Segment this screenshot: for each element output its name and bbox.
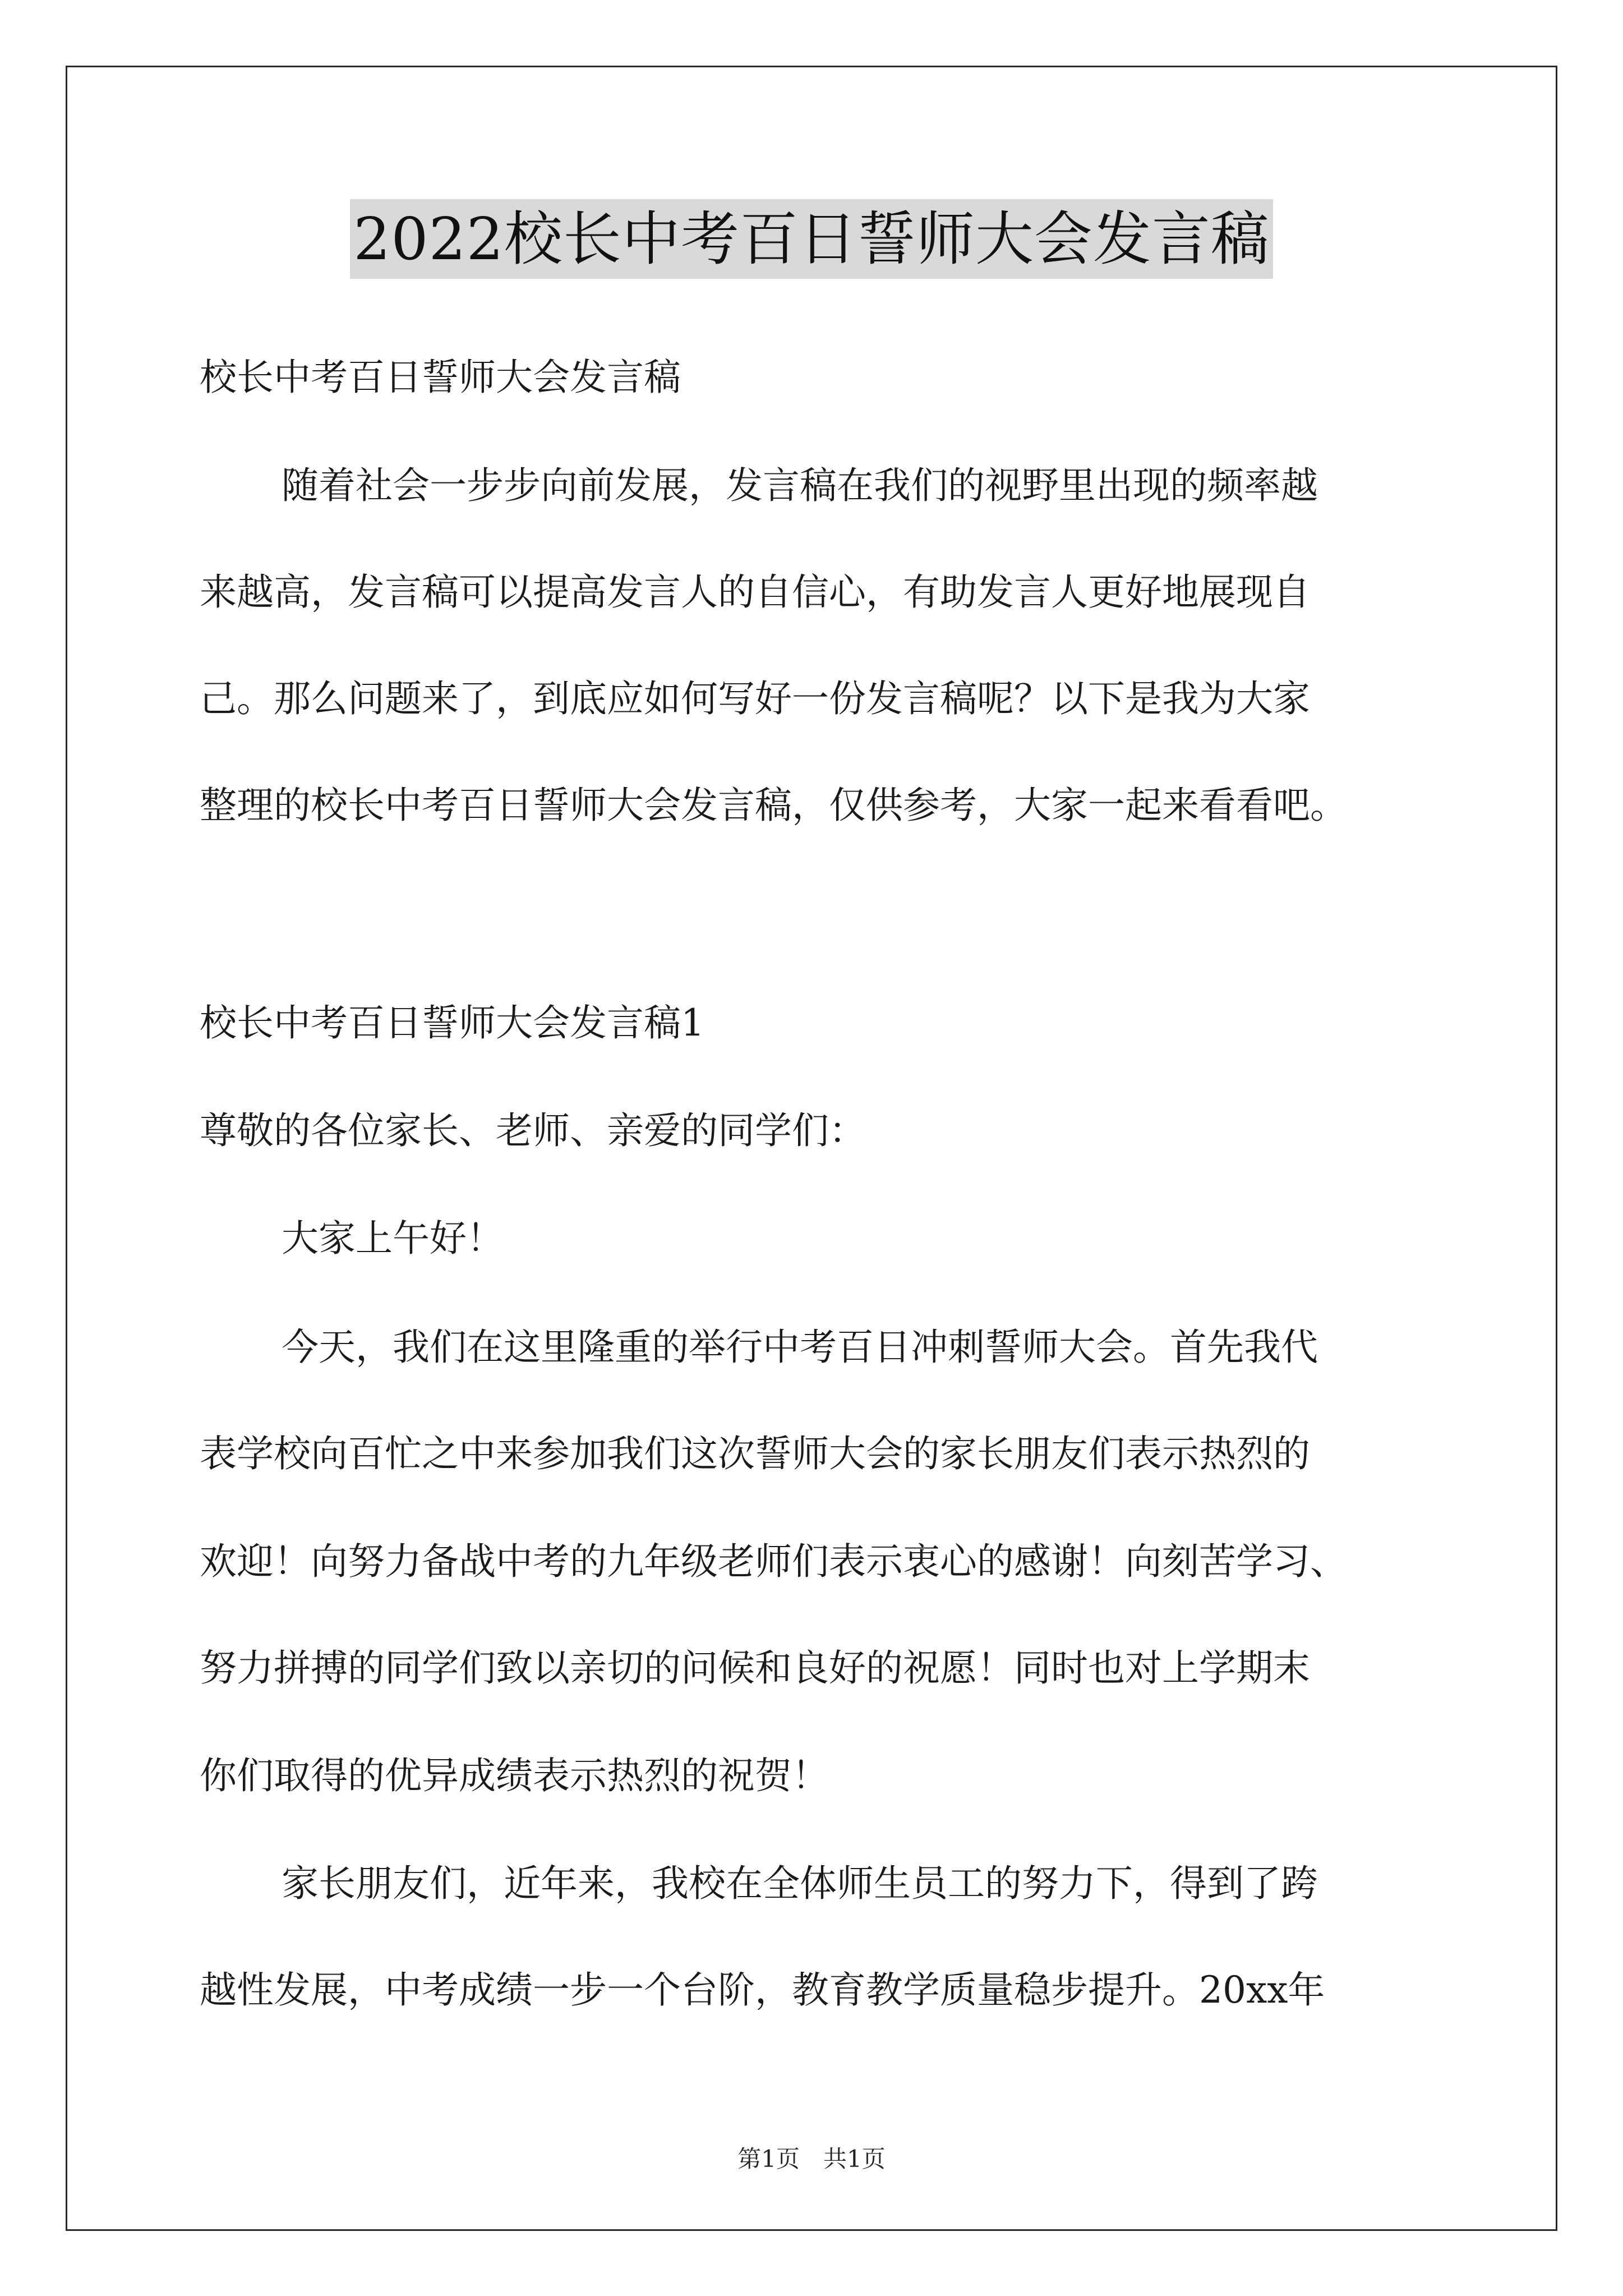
paragraph-line: 来越高，发言稿可以提高发言人的自信心，有助发言人更好地展现自 <box>200 570 1310 614</box>
paragraph-line: 随着社会一步步向前发展，发言稿在我们的视野里出现的频率越 <box>282 464 1318 507</box>
salutation-line: 尊敬的各位家长、老师、亲爱的同学们： <box>200 1109 866 1152</box>
paragraph-line: 欢迎！向努力备战中考的九年级老师们表示衷心的感谢！向刻苦学习、 <box>200 1540 1347 1583</box>
paragraph-line: 今天，我们在这里隆重的举行中考百日冲刺誓师大会。首先我代 <box>282 1326 1318 1369</box>
paragraph-line: 整理的校长中考百日誓师大会发言稿，仅供参考，大家一起来看看吧。 <box>200 784 1347 827</box>
paragraph-line: 努力拼搏的同学们致以亲切的问候和良好的祝愿！同时也对上学期末 <box>200 1646 1310 1690</box>
title-container <box>0 199 1623 279</box>
subtitle-line: 校长中考百日誓师大会发言稿 <box>200 356 681 399</box>
paragraph-line: 表学校向百忙之中来参加我们这次誓师大会的家长朋友们表示热烈的 <box>200 1432 1310 1475</box>
paragraph-line: 己。那么问题来了，到底应如何写好一份发言稿呢？以下是我为大家 <box>200 677 1310 720</box>
section-heading: 校长中考百日誓师大会发言稿1 <box>200 1001 704 1045</box>
greeting-line: 大家上午好！ <box>282 1217 504 1260</box>
paragraph-line: 越性发展，中考成绩一步一个台阶，教育教学质量稳步提升。20xx年 <box>200 1968 1325 2012</box>
document-title: 2022校长中考百日誓师大会发言稿 <box>350 199 1273 279</box>
paragraph-line: 家长朋友们，近年来，我校在全体师生员工的努力下，得到了跨 <box>282 1862 1318 1905</box>
page-number-footer: 第1页 共1页 <box>737 2145 886 2173</box>
paragraph-line: 你们取得的优异成绩表示热烈的祝贺！ <box>200 1754 829 1797</box>
